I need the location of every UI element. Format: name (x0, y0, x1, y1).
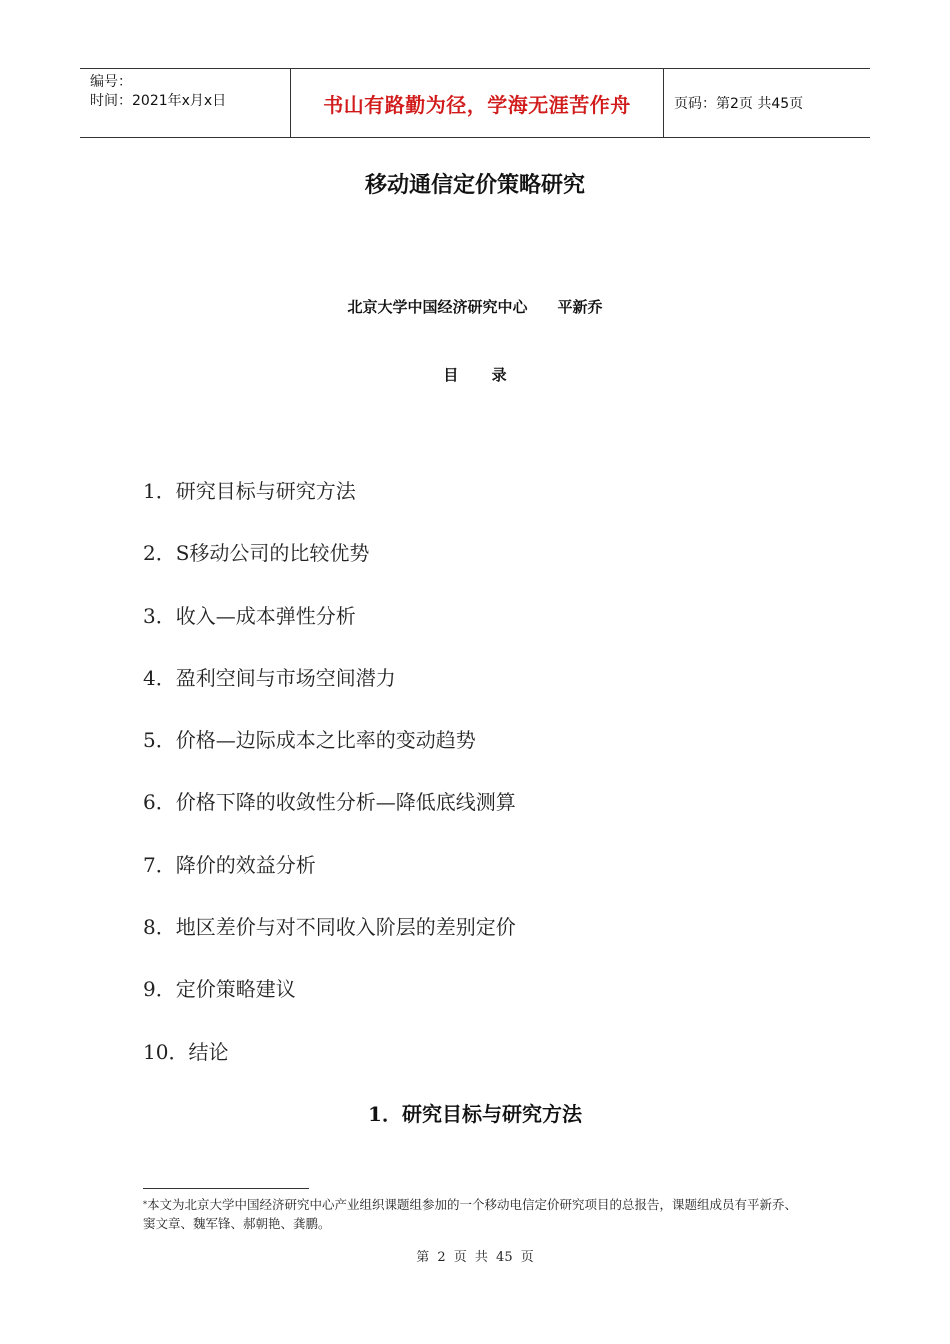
footnote-text: 本文为北京大学中国经济研究中心产业组织课题组参加的一个移动电信定价研究项目的总报告，课题组成员有平新乔、窦文章、魏军锋、郝朝艳、龚鹏。 (143, 1197, 798, 1231)
toc-item[interactable]: 10．结论 (143, 1039, 229, 1064)
header-motto: 书山有路勤为径，学海无涯苦作舟 (290, 69, 664, 137)
author-line (0, 296, 950, 317)
page-number-footer: 第 2 页 共 45 页 (416, 1250, 534, 1265)
toc-item[interactable]: 4．盈利空间与市场空间潜力 (143, 665, 396, 690)
toc-item[interactable]: 7．降价的效益分析 (143, 852, 316, 877)
toc-item[interactable]: 6．价格下降的收敛性分析—降低底线测算 (143, 790, 516, 815)
toc-item[interactable]: 2．S移动公司的比较优势 (143, 541, 370, 566)
page-header (80, 68, 870, 138)
header-meta (80, 69, 290, 137)
section-heading: 1．研究目标与研究方法 (368, 1102, 582, 1126)
number-label: 编号： (90, 74, 132, 90)
author-name: 平新乔 (557, 298, 603, 316)
toc-item[interactable]: 1．研究目标与研究方法 (143, 479, 356, 503)
document-title: 移动通信定价策略研究 (364, 173, 585, 198)
header-page-info: 页码：第2页 共45页 (674, 96, 804, 112)
footnote-marker: * (143, 1200, 147, 1209)
toc-item[interactable]: 5．价格—边际成本之比率的变动趋势 (143, 728, 476, 753)
toc-item[interactable]: 3．收入—成本弹性分析 (143, 603, 356, 628)
time-label: 时间：2021年x月x日 (90, 93, 227, 109)
author-affiliation: 北京大学中国经济研究中心 (347, 298, 528, 316)
toc-item[interactable]: 9．定价策略建议 (143, 977, 296, 1002)
footnote-divider (143, 1188, 309, 1189)
footnote (143, 1195, 803, 1233)
table-of-contents (143, 474, 516, 1097)
toc-item[interactable]: 8．地区差价与对不同收入阶层的差别定价 (143, 915, 516, 940)
toc-title: 目 录 (443, 366, 507, 384)
